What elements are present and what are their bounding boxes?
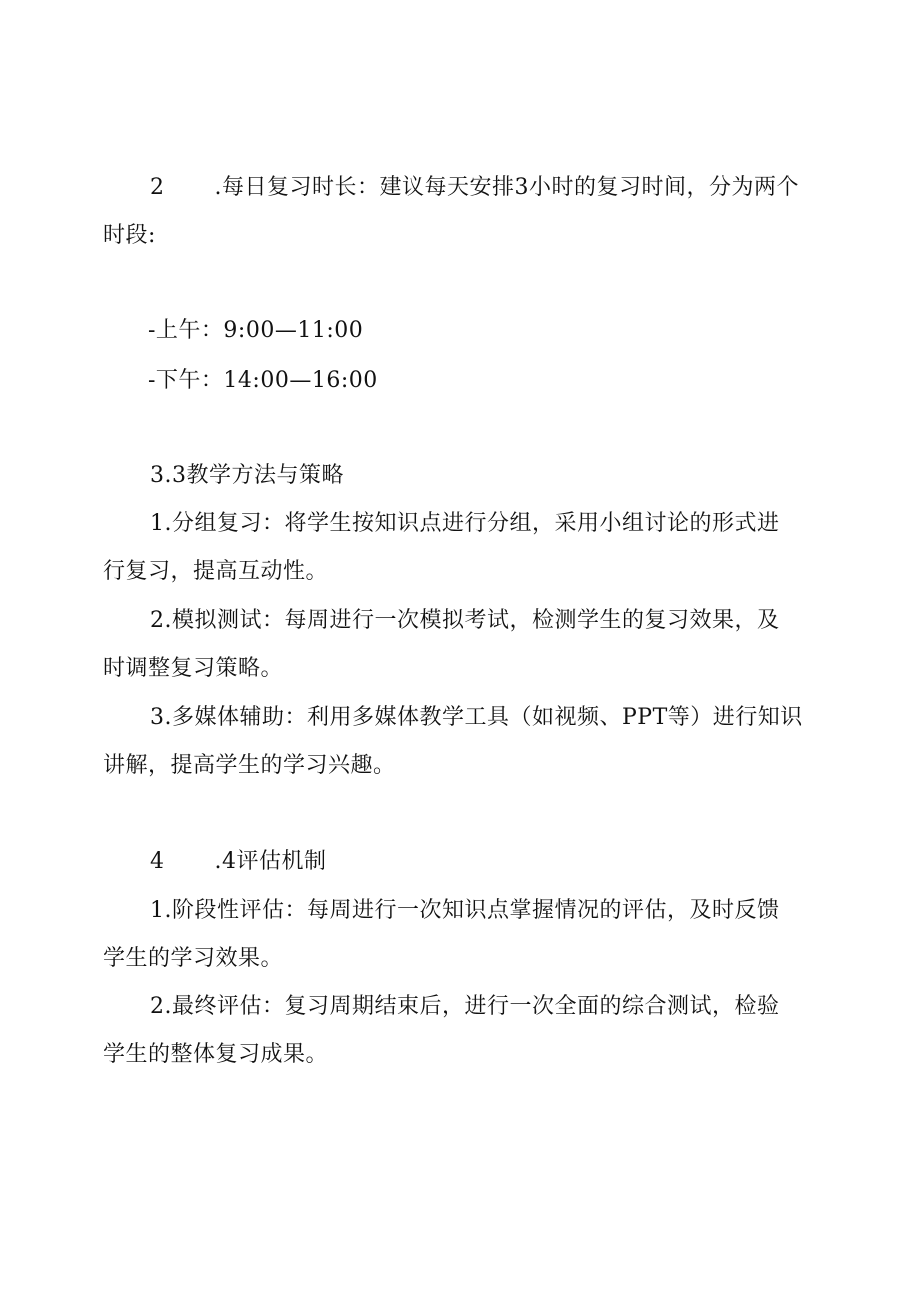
item-2-daily-duration-line-2: 时段:	[103, 223, 156, 248]
evaluation-2-line-1: 2.最终评估：复习周期结束后，进行一次全面的综合测试，检验	[150, 994, 780, 1019]
method-1-line-2: 行复习，提高互动性。	[103, 559, 329, 584]
method-2-line-1: 2.模拟测试：每周进行一次模拟考试，检测学生的复习效果，及	[150, 608, 780, 633]
item-text: .每日复习时长：建议每天安排3小时的复习时间，分为两个	[214, 175, 799, 200]
schedule-afternoon: -下午：14:00—16:00	[148, 368, 378, 393]
evaluation-1-line-1: 1.阶段性评估：每周进行一次知识点掌握情况的评估，及时反馈	[150, 898, 780, 923]
schedule-morning: -上午：9:00—11:00	[148, 318, 364, 343]
method-3-line-2: 讲解，提高学生的学习兴趣。	[103, 753, 396, 778]
section-3-4-heading	[150, 847, 327, 877]
item-number: 2	[150, 175, 165, 200]
heading-text: .4评估机制	[214, 849, 327, 874]
method-1-line-1: 1.分组复习：将学生按知识点进行分组，采用小组讨论的形式进	[150, 511, 780, 536]
method-3-line-1: 3.多媒体辅助：利用多媒体教学工具（如视频、PPT等）进行知识	[150, 705, 803, 730]
evaluation-2-line-2: 学生的整体复习成果。	[103, 1042, 329, 1067]
section-3-3-heading: 3.3教学方法与策略	[150, 463, 344, 488]
method-2-line-2: 时调整复习策略。	[103, 656, 284, 681]
heading-number: 4	[150, 849, 165, 874]
item-2-daily-duration-line-1	[150, 173, 799, 203]
evaluation-1-line-2: 学生的学习效果。	[103, 946, 284, 971]
